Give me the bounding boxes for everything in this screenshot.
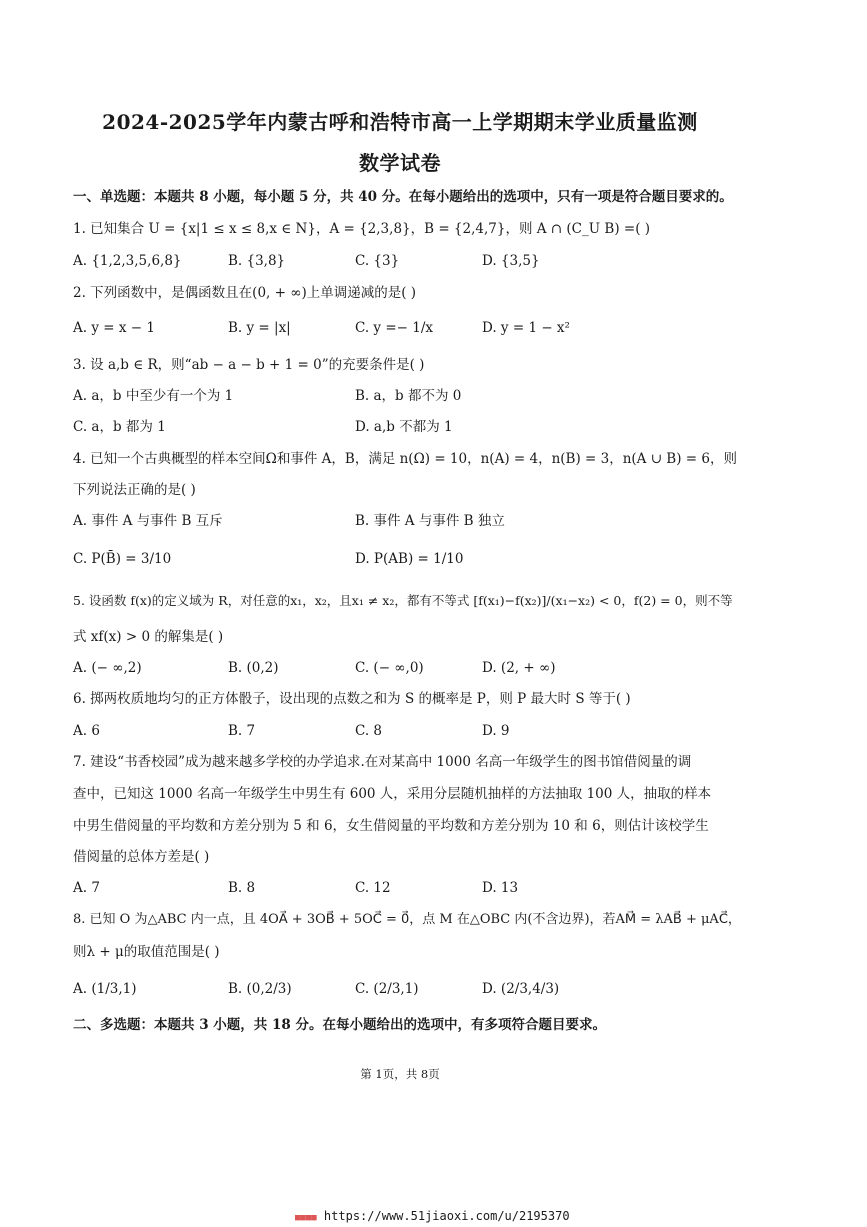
question-7-option-b: B. 8 [228, 880, 256, 896]
question-7-stem-line-1: 7. 建设“书香校园”成为越来越多学校的办学追求.在对某高中 1000 名高一年级学生的图书馆借阅量的调 [73, 754, 692, 770]
question-1-option-c: C. {3} [355, 253, 400, 269]
question-3-option-d: D. a,b 不都为 1 [355, 419, 453, 435]
question-6-option-a: A. 6 [73, 723, 100, 739]
question-7-option-a: A. 7 [73, 880, 100, 896]
question-4-option-b: B. 事件 A 与事件 B 独立 [355, 513, 505, 529]
question-4-stem-line-2: 下列说法正确的是( ) [73, 482, 196, 498]
question-6-option-d: D. 9 [482, 723, 510, 739]
section-heading-multiple-choice: 二、多选题：本题共 3 小题，共 18 分。在每小题给出的选项中，有多项符合题目要求。 [73, 1017, 606, 1033]
source-url-text[interactable]: https://www.51jiaoxi.com/u/2195370 [323, 1209, 570, 1223]
question-7-stem-line-2: 查中，已知这 1000 名高一年级学生中男生有 600 人，采用分层随机抽样的方法抽取 100 人，抽取的样本 [73, 786, 712, 802]
question-3-option-c: C. a，b 都为 1 [73, 419, 166, 435]
question-1-option-b: B. {3,8} [228, 253, 286, 269]
question-1-option-a: A. {1,2,3,5,6,8} [73, 253, 182, 269]
question-2-option-a: A. y = x − 1 [73, 320, 155, 336]
question-5-option-c: C. (− ∞,0) [355, 660, 424, 676]
question-6-option-b: B. 7 [228, 723, 256, 739]
question-3-option-a: A. a，b 中至少有一个为 1 [73, 388, 234, 404]
question-6-stem: 6. 掷两枚质地均匀的正方体骰子，设出现的点数之和为 S 的概率是 P，则 P 最大时 S 等于( ) [73, 691, 631, 707]
question-2-option-c: C. y =− 1/x [355, 320, 434, 336]
question-1-option-d: D. {3,5} [482, 253, 540, 269]
question-2-stem: 2. 下列函数中，是偶函数且在(0, + ∞)上单调递减的是( ) [73, 285, 417, 301]
question-8-option-d: D. (2/3,4/3) [482, 981, 560, 997]
question-5-stem-line-1: 5. 设函数 f(x)的定义域为 R，对任意的x₁，x₂，且x₁ ≠ x₂，都有不等式 [f(x₁)−f(x₂)]/(x₁−x₂) < 0，f(2) = 0，则不等 [73, 593, 733, 608]
question-8-stem-line-2: 则λ + μ的取值范围是( ) [73, 944, 220, 960]
question-5-option-a: A. (− ∞,2) [73, 660, 142, 676]
question-2-option-b: B. y = |x| [228, 320, 291, 336]
question-5-option-d: D. (2, + ∞) [482, 660, 556, 676]
question-4-option-c: C. P(B̄) = 3/10 [73, 551, 172, 567]
source-url[interactable] [295, 1209, 570, 1223]
question-7-option-c: C. 12 [355, 880, 391, 896]
question-8-option-c: C. (2/3,1) [355, 981, 419, 997]
question-1-stem: 1. 已知集合 U = {x|1 ≤ x ≤ 8,x ∈ N}，A = {2,3,8}，B = {2,4,7}，则 A ∩ (C_U B) =( ) [73, 221, 651, 237]
question-5-stem-line-2: 式 xf(x) > 0 的解集是( ) [73, 629, 224, 645]
question-2-option-d: D. y = 1 − x² [482, 320, 570, 336]
section-heading-single-choice: 一、单选题：本题共 8 小题，每小题 5 分，共 40 分。在每小题给出的选项中，只有一项是符合题目要求的。 [73, 189, 733, 205]
exam-title: 2024-2025学年内蒙古呼和浩特市高一上学期期末学业质量监测 [102, 110, 698, 134]
question-7-option-d: D. 13 [482, 880, 519, 896]
question-5-option-b: B. (0,2) [228, 660, 279, 676]
question-8-option-a: A. (1/3,1) [73, 981, 137, 997]
exam-subtitle: 数学试卷 [359, 151, 441, 175]
question-3-option-b: B. a，b 都不为 0 [355, 388, 462, 404]
question-7-stem-line-4: 借阅量的总体方差是( ) [73, 849, 210, 865]
question-7-stem-line-3: 中男生借阅量的平均数和方差分别为 5 和 6，女生借阅量的平均数和方差分别为 10 和 6，则估计该校学生 [73, 818, 709, 834]
page-footer: 第 1页，共 8页 [360, 1067, 440, 1081]
question-6-option-c: C. 8 [355, 723, 383, 739]
question-4-option-a: A. 事件 A 与事件 B 互斥 [73, 513, 223, 529]
question-4-option-d: D. P(AB) = 1/10 [355, 551, 464, 567]
watermark-mark: ■■■■ [295, 1213, 317, 1223]
question-8-option-b: B. (0,2/3) [228, 981, 292, 997]
question-8-stem-line-1: 8. 已知 O 为△ABC 内一点，且 4OA⃗ + 3OB⃗ + 5OC⃗ = 0⃗，点 M 在△OBC 内(不含边界)，若AM⃗ = λAB⃗ + μAC⃗， [73, 912, 741, 927]
question-3-stem: 3. 设 a,b ∈ R，则“ab − a − b + 1 = 0”的充要条件是( ) [73, 357, 425, 373]
question-4-stem-line-1: 4. 已知一个古典概型的样本空间Ω和事件 A，B，满足 n(Ω) = 10，n(A) = 4，n(B) = 3，n(A ∪ B) = 6，则 [73, 451, 737, 467]
